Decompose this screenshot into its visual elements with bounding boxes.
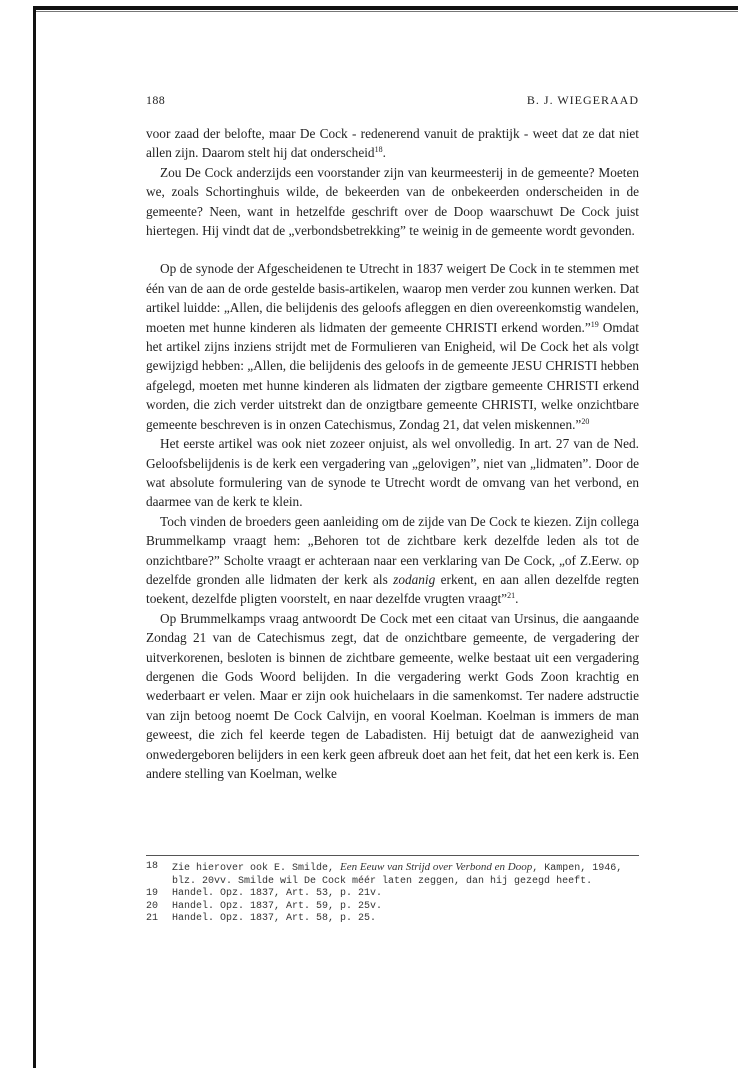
running-head-author: B. J. WIEGERAAD: [526, 93, 639, 107]
paragraph-6: Op Brummelkamps vraag antwoordt De Cock met een citaat van Ursinus, die aangaande Zondag 21 van de Catechismus zegt, dat de onzichtbare gemeente, de vergadering der uitverkorenen, besloten is binnen de zichtbare gemeente, welke bestaat uit een vergadering dergenen die Gods Woord belijden. In die vergadering werkt Gods Zoon krachtig en wederbaart er velen. Maar er zijn ook huichelaars in die samenkomst. Ter nadere adstructie van zijn betoog noemt De Cock Calvijn, en vooral Koelman. Koelman is immers de man geweest, die zich fel keerde tegen de Labadisten. Hij betuigt dat de aanwezigheid van onwedergeboren belijders in een kerk geen afbreuk doet aan het feit, dat het een kerk is. Een andere stelling van Koelman, welke: [146, 610, 639, 781]
paragraph-5-text-a: Toch vinden de broeders geen aanleiding om de zijde van De Cock te kiezen. Zijn collega Brummelkamp vraagt hem: „Behoren tot de zichtbare kerk dezelfde leden als tot de onzichtbare?” Scholte vraagt er achteraan naar een verklaring van De Cock, „of Z.Eerw. op dezelfde gronden alle lidmaten der kerk als: [146, 513, 639, 587]
paragraph-1-end: .: [382, 145, 386, 161]
paragraph-2: Zou De Cock anderzijds een voorstander zijn van keurmeesterij in de gemeente? Moeten we, zoals Schortinghuis wilde, de bekeerden van de onbekeerden onderscheiden in de gemeente? Neen, want in hetzelfde geschrift over de Doop waarschuwt De Cock juist hiertegen. Hij vindt dat de „verbondsbetrekking” te weinig in de gemeente wordt gevonden.: [146, 164, 639, 239]
footnote-text: [172, 861, 639, 888]
footnote-number: 21: [146, 913, 159, 925]
footnotes: [146, 861, 639, 926]
footnote-19: [146, 888, 639, 901]
paragraph-3: [146, 259, 639, 434]
paragraph-3-text-a: Op de synode der Afgescheidenen te Utrecht in 1837 weigert De Cock in te stemmen met één van de aan de orde gestelde basis-artikelen, waarop men verder zou kunnen werken. Dat artikel luidde: „Allen, die belijdenis des geloofs afleggen en dien overeenkomstig wandelen, moeten met hunne kinderen als lidmaten der gemeente CHRISTI erkend worden.”: [146, 261, 639, 335]
footnote-number: 19: [146, 888, 159, 900]
page-number: 188: [146, 93, 166, 107]
footnote-book-title: Een Eeuw van Strijd over Verbond en Doop: [340, 861, 533, 873]
paragraph-5: [146, 512, 639, 609]
footnote-text: Handel. Opz. 1837, Art. 53, p. 21v.: [172, 888, 383, 900]
footnote-ref-19: 19: [590, 319, 599, 329]
footnote-text: Handel. Opz. 1837, Art. 58, p. 25.: [172, 913, 377, 925]
footnote-ref-18: 18: [374, 145, 383, 155]
paragraph-1-text: voor zaad der belofte, maar De Cock - redenerend vanuit de praktijk - weet dat ze dat niet allen zijn. Daarom stelt hij dat onderscheid: [146, 126, 639, 161]
paragraph-5-text-b: erkent, en aan allen dezelfde regten toekent, dezelfde pligten voorstelt, en naar dezelfde vrugten vraagt”: [146, 571, 639, 607]
paragraph-4: Het eerste artikel was ook niet zozeer onjuist, als wel onvolledig. In art. 27 van de Ned. Geloofsbelijdenis is de kerk een vergadering van „gelovigen”, niet van „lidmaten”. Door de wat absolute formulering van de synode te Utrecht wordt de omvang van het verbond, en daarmee van de kerk te klein.: [146, 436, 639, 510]
footnote-text-post: , Kampen, 1946, blz. 20vv. Smilde wil De Cock méér laten zeggen, dan hij gezegd heeft.: [172, 863, 623, 887]
footnote-ref-20: 20: [581, 416, 590, 426]
scan-border-top: [34, 6, 738, 10]
footnote-ref-21: 21: [507, 591, 516, 601]
body-text: [146, 124, 639, 783]
footnote-text-pre: Zie hierover ook E. Smilde,: [172, 863, 341, 874]
footnote-20: [146, 901, 639, 914]
footnote-text: Handel. Opz. 1837, Art. 59, p. 25v.: [172, 900, 383, 912]
scan-border-top-shadow: [34, 11, 738, 12]
paragraph-1: [146, 124, 639, 163]
footnote-number: 20: [146, 900, 159, 912]
footnote-divider: [146, 855, 639, 856]
footnote-18: [146, 861, 639, 888]
scan-border-left: [33, 6, 36, 1068]
paragraph-5-end: .: [515, 591, 519, 607]
paragraph-3-text-b: Omdat het artikel zijns inziens strijdt met de Formulieren van Enigheid, wil De Cock het als volgt gewijzigd hebben: „Allen, die belijdenis des geloofs in de gemeente JESU CHRISTI hebben afgelegd, moeten met hunne kinderen als lidmaten der zigtbare gemeente CHRISTI erkend worden, die zich verder uitstrekt dan de onzigtbare gemeente CHRISTI, welke onzichtbare gemeente beschreven is in onzen Catechismus, Zondag 21, dat velen miskennen.”: [146, 319, 640, 432]
footnote-number: 18: [146, 861, 159, 872]
running-head: [146, 93, 639, 111]
footnote-21: [146, 913, 639, 926]
paragraph-5-emphasis: zodanig: [393, 571, 436, 587]
